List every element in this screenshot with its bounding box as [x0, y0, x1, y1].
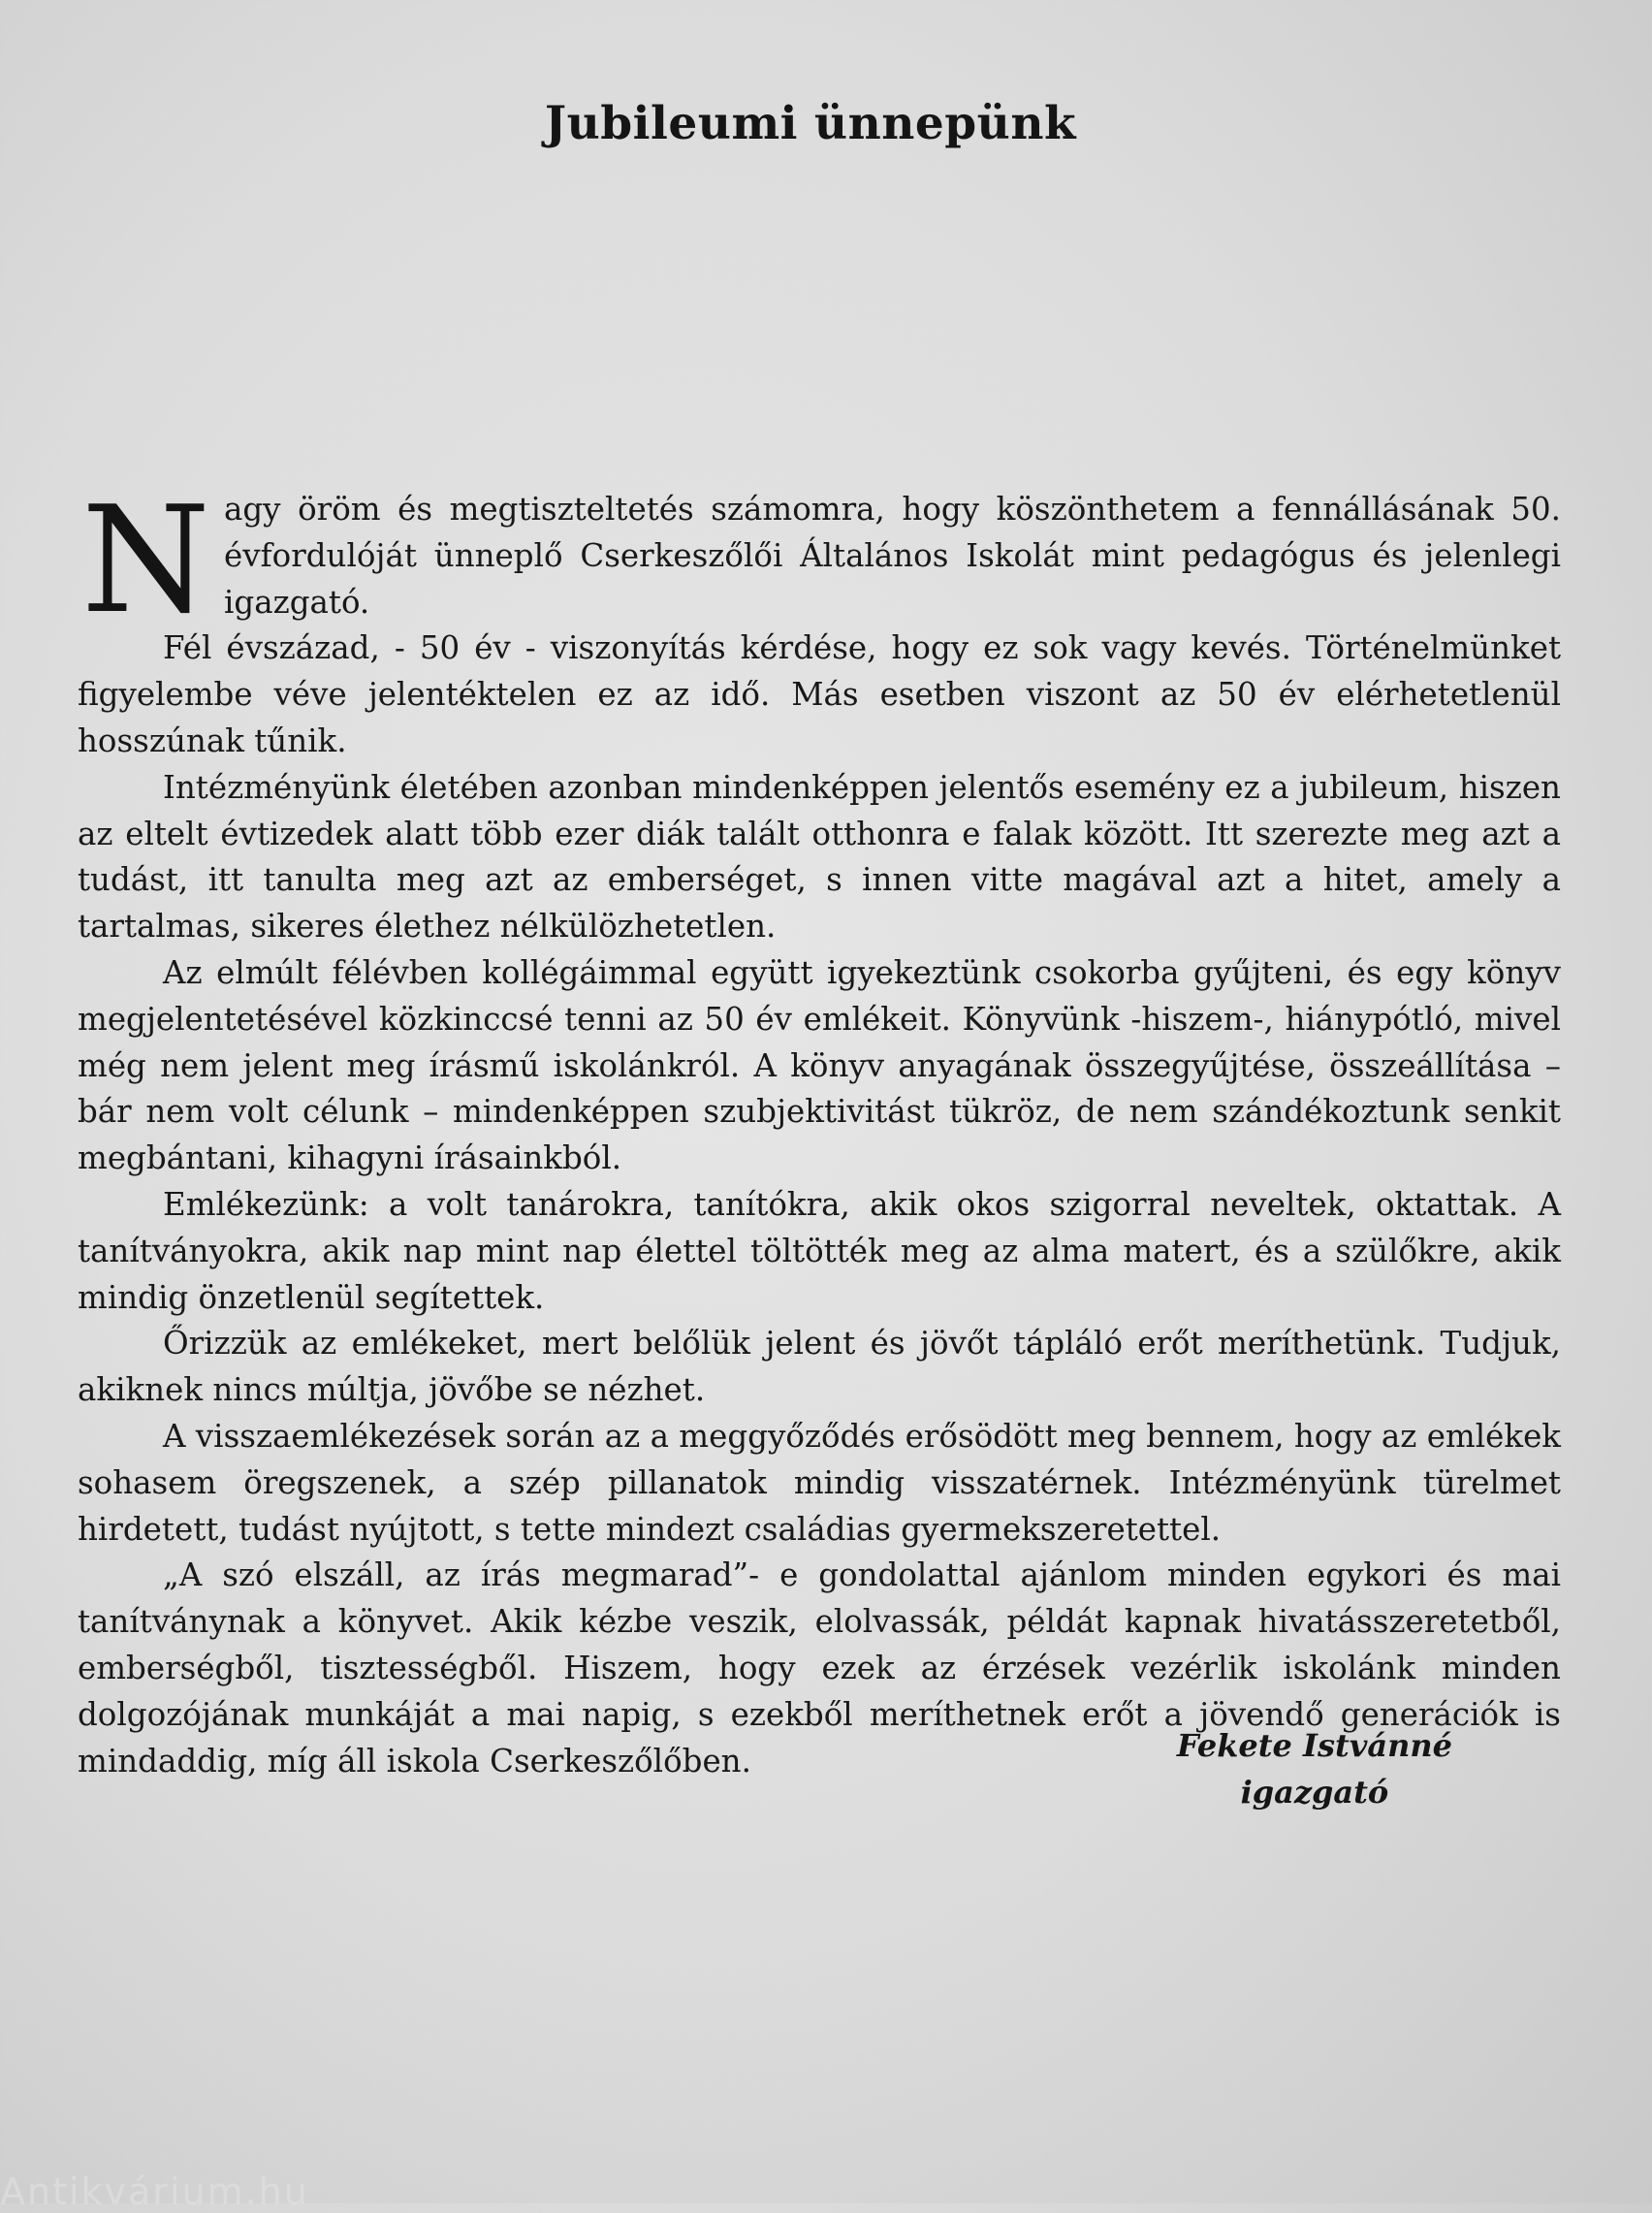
- signature-name: Fekete Istvánné: [1176, 1727, 1452, 1764]
- paragraph-1: [78, 474, 1561, 646]
- signature-block: [1177, 1722, 1452, 1815]
- paragraph-2: Fél évszázad, - 50 év - viszonyítás kérdése, hogy ez sok vagy kevés. Történelmünket figyelembe véve jelentéktelen ez az idő. Más esetben viszont az 50 év elérhetetlenül hosszúnak tűnik.: [78, 629, 1561, 759]
- paragraph-4: Az elmúlt félévben kollégáimmal együtt igyekeztünk csokorba gyűjteni, és egy könyv megjelentetésével közkinccsé tenni az 50 év emlékeit. Könyvünk -hiszem-, hiánypótló, mivel még nem jelent meg írásmű iskolánkról. A könyv anyagának összegyűjtése, összeállítása – bár nem volt célunk – mindenképpen szubjektivitást tükröz, de nem szándékoztunk senkit megbántani, kihagyni írásainkból.: [78, 953, 1561, 1177]
- signature-role: igazgató: [1240, 1774, 1389, 1811]
- page-title: Jubileumi ünnepünk: [544, 97, 1077, 150]
- paragraph-7: A visszaemlékezések során az a meggyőződés erősödött meg bennem, hogy az emlékek sohasem öregszenek, a szép pillanatok mindig visszatérnek. Intézményünk türelmet hirdetett, tudást nyújtott, s tette mindezt családias gyermekszeretettel.: [78, 1417, 1561, 1548]
- paragraph-1-text: agy öröm és megtiszteltetés számomra, hogy köszönthetem a fennállásának 50. évfordulóját ünneplő Cserkeszőlői Általános Iskolát mint pedagógus és jelenlegi igazgató.: [224, 491, 1561, 621]
- paragraph-8: „A szó elszáll, az írás megmarad”- e gondolattal ajánlom minden egykori és mai tanítványnak a könyvet. Akik kézbe veszik, elolvassák, példát kapnak hivatásszeretetből, emberségből, tisztességből. Hiszem, hogy ezek az érzések vezérlik iskolánk minden dolgozójának munkáját a mai napig, s ezekből meríthetnek erőt a jövendő generációk is mindaddig, míg áll iskola Cserkeszőlőben.: [78, 1556, 1561, 1780]
- body-text: [78, 474, 1561, 1784]
- drop-cap: N: [81, 474, 210, 646]
- paragraph-3: Intézményünk életében azonban mindenképpen jelentős esemény ez a jubileum, hiszen az eltelt évtizedek alatt több ezer diák talált otthonra e falak között. Itt szerezte meg azt a tudást, itt tanulta meg azt az emberséget, s innen vitte magával azt a hitet, amely a tartalmas, sikeres élethez nélkülözhetetlen.: [78, 768, 1561, 946]
- paragraph-6: Őrizzük az emlékeket, mert belőlük jelent és jövőt tápláló erőt meríthetünk. Tudjuk, akiknek nincs múltja, jövőbe se nézhet.: [78, 1325, 1561, 1409]
- watermark: Antikvárium.hu: [0, 2170, 309, 2213]
- paragraph-5: Emlékezünk: a volt tanárokra, tanítókra, akik okos szigorral neveltek, oktattak. A tanítványokra, akik nap mint nap élettel töltötték meg az alma matert, és a szülőkre, akik mindig önzetlenül segítettek.: [78, 1185, 1561, 1316]
